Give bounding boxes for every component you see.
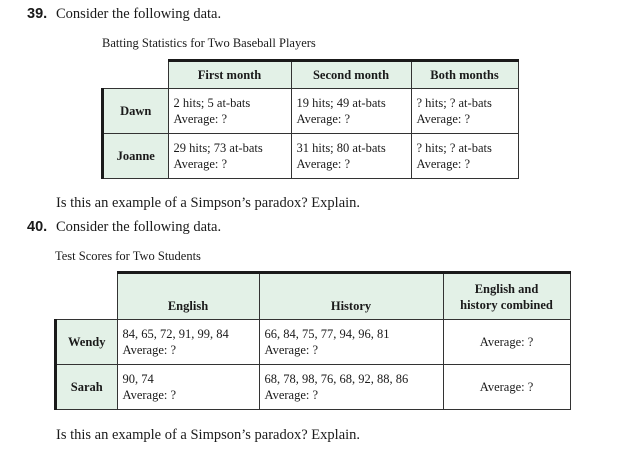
row-header-sarah: Sarah [56,365,118,410]
table-corner [56,273,118,320]
header-combined: English and history combined [443,273,570,320]
row-header-dawn: Dawn [103,89,169,134]
table-cell: 66, 84, 75, 77, 94, 96, 81 Average: ? [259,320,443,365]
table-cell: 84, 65, 72, 91, 99, 84 Average: ? [117,320,259,365]
table-cell: ? hits; ? at-bats Average: ? [411,89,518,134]
test-scores-table [54,271,571,410]
batting-table-caption: Batting Statistics for Two Baseball Players [102,36,316,50]
header-history: History [259,273,443,320]
batting-statistics-table [101,59,519,179]
table-cell: 68, 78, 98, 76, 68, 92, 88, 86 Average: ? [259,365,443,410]
row-header-wendy: Wendy [56,320,118,365]
table-cell: 90, 74 Average: ? [117,365,259,410]
table-cell: 19 hits; 49 at-bats Average: ? [291,89,411,134]
scores-table-caption: Test Scores for Two Students [55,249,201,263]
problem-40-prompt: Consider the following data. [56,219,222,235]
row-header-joanne: Joanne [103,134,169,179]
table-cell: 31 hits; 80 at-bats Average: ? [291,134,411,179]
table-cell: Average: ? [443,320,570,365]
problem-40-number: 40. [27,219,48,235]
table-cell: 2 hits; 5 at-bats Average: ? [168,89,291,134]
header-first-month: First month [168,61,291,89]
table-corner [103,61,169,89]
problem-39-prompt: Consider the following data. [56,6,222,22]
table-cell: 29 hits; 73 at-bats Average: ? [168,134,291,179]
problem-40-question: Is this an example of a Simpson’s paradox? Explain. [56,427,361,443]
table-cell: Average: ? [443,365,570,410]
problem-39-question: Is this an example of a Simpson’s paradox? Explain. [56,195,361,211]
table-row [56,365,571,410]
table-row [103,134,519,179]
table-row [56,320,571,365]
problem-39-number: 39. [27,6,48,22]
header-second-month: Second month [291,61,411,89]
table-cell: ? hits; ? at-bats Average: ? [411,134,518,179]
table-row [103,89,519,134]
header-both-months: Both months [411,61,518,89]
header-english: English [117,273,259,320]
